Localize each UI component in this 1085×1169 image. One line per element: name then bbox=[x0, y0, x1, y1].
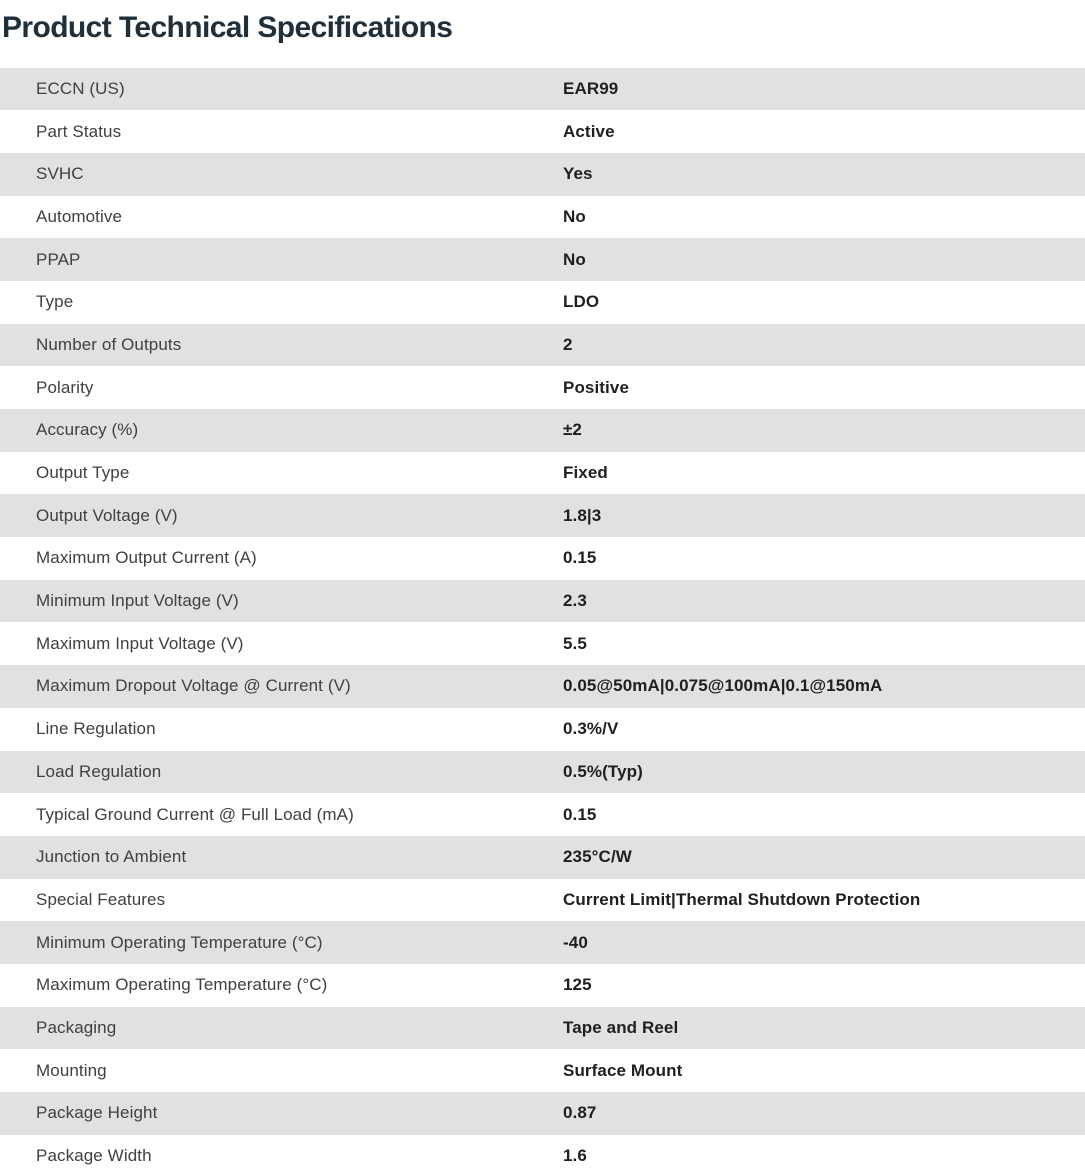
spec-label: Part Status bbox=[36, 121, 122, 141]
spec-label: Maximum Output Current (A) bbox=[36, 548, 257, 568]
spec-label: Mounting bbox=[36, 1060, 107, 1080]
spec-row bbox=[0, 1135, 1085, 1169]
spec-label: Line Regulation bbox=[36, 719, 156, 739]
spec-value: 5.5 bbox=[563, 633, 587, 653]
spec-row bbox=[0, 964, 1085, 1007]
spec-label: Type bbox=[36, 292, 74, 312]
spec-value: Yes bbox=[563, 164, 593, 184]
spec-row bbox=[0, 921, 1085, 964]
spec-value: Tape and Reel bbox=[563, 1017, 679, 1037]
spec-row bbox=[0, 324, 1085, 367]
spec-label: Polarity bbox=[36, 377, 94, 397]
spec-label: Minimum Input Voltage (V) bbox=[36, 591, 239, 611]
spec-row bbox=[0, 1049, 1085, 1092]
spec-value: 0.3%/V bbox=[563, 719, 619, 739]
spec-label: SVHC bbox=[36, 164, 84, 184]
spec-table bbox=[0, 68, 1085, 1169]
spec-row bbox=[0, 452, 1085, 495]
spec-value: -40 bbox=[563, 932, 588, 952]
spec-label: Maximum Input Voltage (V) bbox=[36, 633, 244, 653]
spec-value: Fixed bbox=[563, 463, 608, 483]
spec-value: 2.3 bbox=[563, 591, 587, 611]
spec-row bbox=[0, 665, 1085, 708]
spec-label: Output Voltage (V) bbox=[36, 505, 178, 525]
spec-row bbox=[0, 68, 1085, 111]
spec-label: Minimum Operating Temperature (°C) bbox=[36, 932, 323, 952]
spec-label: Packaging bbox=[36, 1017, 117, 1037]
spec-value: Current Limit|Thermal Shutdown Protection bbox=[563, 889, 921, 909]
spec-value: Active bbox=[563, 121, 615, 141]
spec-label: Typical Ground Current @ Full Load (mA) bbox=[36, 804, 354, 824]
spec-value: 1.8|3 bbox=[563, 505, 602, 525]
spec-row bbox=[0, 580, 1085, 623]
spec-value: 0.05@50mA|0.075@100mA|0.1@150mA bbox=[563, 676, 883, 696]
spec-row bbox=[0, 836, 1085, 879]
page-title: Product Technical Specifications bbox=[2, 11, 453, 44]
spec-row bbox=[0, 879, 1085, 922]
spec-label: Number of Outputs bbox=[36, 334, 182, 354]
spec-row bbox=[0, 238, 1085, 281]
spec-row bbox=[0, 1007, 1085, 1050]
spec-row bbox=[0, 494, 1085, 537]
spec-label: Automotive bbox=[36, 206, 123, 226]
spec-value: 125 bbox=[563, 975, 592, 995]
spec-value: No bbox=[563, 206, 586, 226]
spec-row bbox=[0, 366, 1085, 409]
spec-label: PPAP bbox=[36, 249, 81, 269]
spec-label: Maximum Operating Temperature (°C) bbox=[36, 975, 328, 995]
spec-value: EAR99 bbox=[563, 78, 619, 98]
spec-row bbox=[0, 110, 1085, 153]
spec-label: Special Features bbox=[36, 889, 166, 909]
spec-row bbox=[0, 1092, 1085, 1135]
spec-row bbox=[0, 622, 1085, 665]
spec-value: No bbox=[563, 249, 586, 269]
spec-value: 0.15 bbox=[563, 548, 597, 568]
spec-label: ECCN (US) bbox=[36, 78, 125, 98]
spec-value: 0.15 bbox=[563, 804, 597, 824]
spec-value: 1.6 bbox=[563, 1146, 587, 1166]
spec-row bbox=[0, 281, 1085, 324]
spec-label: Maximum Dropout Voltage @ Current (V) bbox=[36, 676, 351, 696]
spec-row bbox=[0, 537, 1085, 580]
spec-label: Package Height bbox=[36, 1103, 158, 1123]
spec-label: Load Regulation bbox=[36, 761, 162, 781]
spec-label: Output Type bbox=[36, 463, 130, 483]
spec-value: 2 bbox=[563, 334, 573, 354]
spec-row bbox=[0, 196, 1085, 239]
spec-value: LDO bbox=[563, 292, 600, 312]
spec-row bbox=[0, 751, 1085, 794]
spec-row bbox=[0, 708, 1085, 751]
spec-label: Junction to Ambient bbox=[36, 847, 187, 867]
spec-value: ±2 bbox=[563, 420, 582, 440]
spec-value: 0.87 bbox=[563, 1103, 597, 1123]
spec-label: Package Width bbox=[36, 1146, 152, 1166]
spec-row bbox=[0, 153, 1085, 196]
spec-row bbox=[0, 409, 1085, 452]
spec-value: 0.5%(Typ) bbox=[563, 761, 643, 781]
spec-row bbox=[0, 793, 1085, 836]
spec-label: Accuracy (%) bbox=[36, 420, 139, 440]
spec-value: Surface Mount bbox=[563, 1060, 683, 1080]
spec-value: 235°C/W bbox=[563, 847, 632, 867]
spec-value: Positive bbox=[563, 377, 629, 397]
